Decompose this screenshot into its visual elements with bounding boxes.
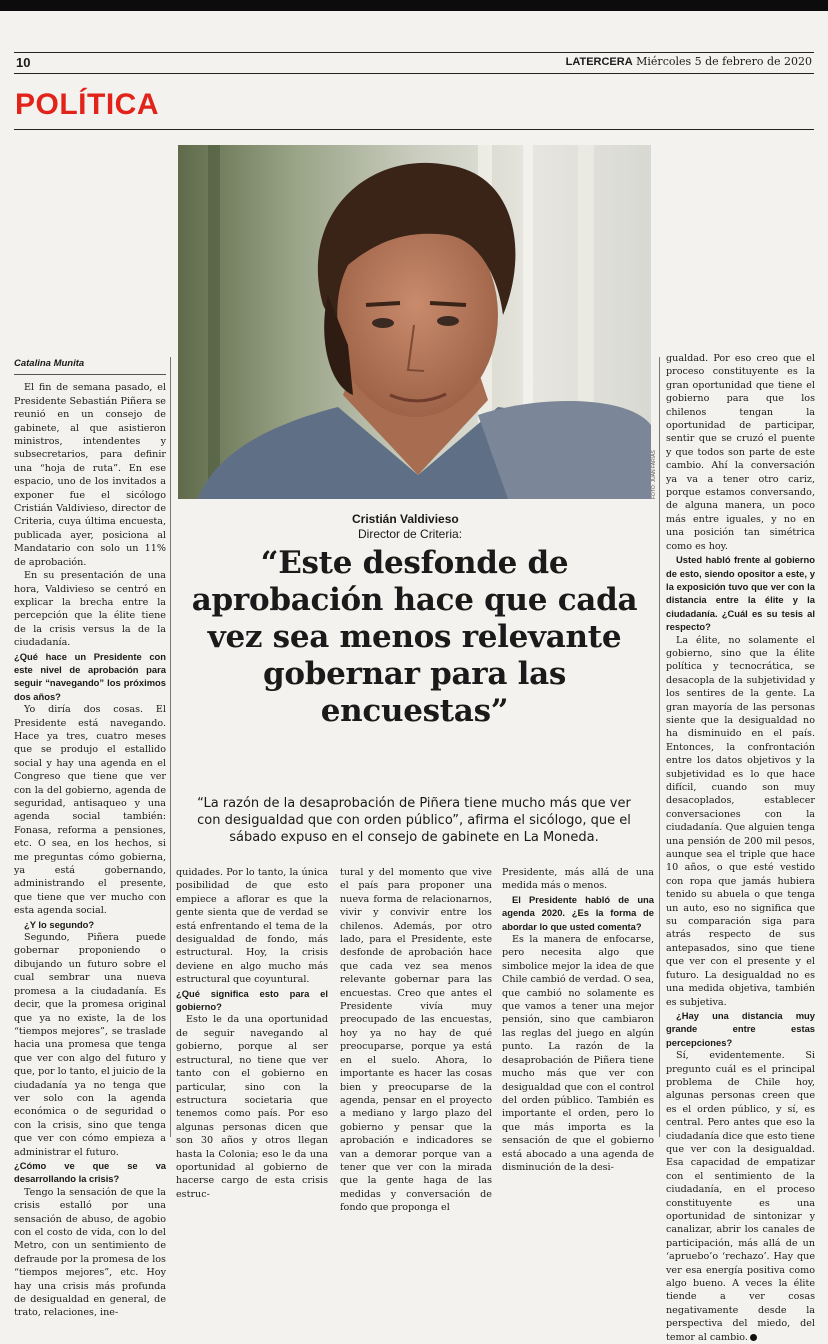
issue-date: Miércoles 5 de febrero de 2020 (636, 55, 812, 68)
running-header (14, 55, 814, 73)
paragraph: Yo diría dos cosas. El Presidente está navegando. Hace ya tres, cuatro meses que se produjo el estallido social y hay una agenda en el Congreso que tiene que ver con la del gobierno, agenda de seguridad, antisaqueo y una agenda social también: Fonasa, reforma a pensiones, etc. O sea, en los hechos, si me preguntas cómo gobierna, ya está gobernando, administrando el presente, que tiene que ver mucho con esta agenda social. (14, 704, 166, 917)
article-column-1 (14, 357, 166, 1320)
interview-question: Usted habló frente al gobierno de esto, siendo opositor a este, y la exposición tuvo que ver con la distancia entre la élite y la ciudadanía. ¿Cuál es su tesis al respecto? (666, 554, 815, 633)
header-top-rule (14, 52, 814, 53)
section-rule (14, 129, 814, 130)
article-column-4 (502, 866, 654, 1174)
paragraph: quidades. Por lo tanto, la única posibilidad de que esto empiece a aflorar es que la gente sienta que de verdad se está enfrentando el tema de la desigualdad de fondo, más estructural. Hoy, la crisis deviene en algo mucho más estructural que coyuntural. (176, 867, 328, 986)
paragraph: Presidente, más allá de una medida más o menos. (502, 867, 654, 892)
interview-question: ¿Qué significa esto para el gobierno? (176, 987, 328, 1013)
top-black-bar (0, 0, 828, 11)
paragraph: Es la manera de enfocarse, pero necesita algo que simbolice mejor la idea de que Chile cambió de verdad. O sea, que cambió no solamente es que vamos a tener una mejor pensión, sino que cambiaron las reglas del juego en algún punto. La razón de la desaprobación de Piñera tiene mucho más que ver con desigualdad que con el control del orden público. También es importante el orden, pero lo que más importa es la sensación de que el gobierno está abocado a una agenda de disminución de la desi- (502, 934, 654, 1173)
paragraph: gualdad. Por eso creo que el proceso constituyente es la gran oportunidad que tiene el gobierno para que los chilenos tengan la oportunidad de participar, sentir que se cruzó el puente y que todos son parte de este cambio. Ahí la conversación ya va a tener otro cariz, porque estamos conversando, de alguna manera, un poco más entre iguales, y no en una posición tan simétrica como es hoy. (666, 353, 815, 552)
interviewee-role: Director de Criteria: (358, 527, 463, 541)
end-of-article-mark (750, 1334, 757, 1341)
paragraph: tural y del momento que vive el país para proponer una nueva forma de relacionarnos, vivir y convivir entre los chilenos. Además, por otro lado, para el Presidente, este desfonde de aprobación hace que cada vez sea menos relevante gobernar para las encuestas. Creo que antes el Presidente vivía muy preocupado de las encuestas, hoy ya no hay de qué preocuparse, porque ya está en el suelo. Ahora, lo importante es hacer las cosas bien y preocuparse de la agenda, pensar en el proyecto a mediano y largo plazo del gobierno y pensar que la aprobación e indicadores se van a demorar porque van a tener que ver con la mirada que la gente haga de las medidas y conversación de fondo que proponga el (340, 867, 492, 1214)
paragraph: El fin de semana pasado, el Presidente Sebastián Piñera se reunió en un consejo de gabinete, al que asistieron ministros, intendentes y subsecretarios, para definir una “hoja de ruta”. En ese espacio, uno de los invitados a exponer fue el sicólogo Cristián Valdivieso, director de Criteria, cuya última encuesta, publicada ayer, posiciona al Mandatario con solo un 11% de aprobación. (14, 382, 166, 568)
headline-quote: “Este desfonde de aprobación hace que cada vez sea menos relevante gobernar para las encuestas” (191, 545, 638, 729)
paragraph: En su presentación de una hora, Valdivieso se centró en explicar la brecha entre la percepción que la élite tiene de la crisis versus la de la ciudadanía. (14, 570, 166, 649)
interview-question: ¿Hay una distancia muy grande entre estas percepciones? (666, 1009, 815, 1048)
brand-logo: LATERCERA (565, 56, 633, 68)
interview-question: El Presidente habló de una agenda 2020. ¿Es la forma de abordar lo que usted comenta? (502, 893, 654, 932)
article-column-2 (176, 866, 328, 1201)
photo-credit: FOTO: JUAN FARÍAS (651, 450, 657, 499)
paragraph: La élite, no solamente el gobierno, sino que la élite política y tecnocrática, se desacopla de la subjetividad y los sentires de la gente. La gran mayoría de las personas siente que la desigualdad no ha disminuido en el país. Entonces, la confrontación entre los datos objetivos y la subjetividad es lo que hace difícil, cuando son muy desacoplados, establecer conversaciones con la ciudadanía. Que alguien tenga una pensión de 200 mil pesos, aunque sea el triple que hace 10 años, o que esté vestido con ropa que jamás hubiera tenido su abuela o que tenga un auto, eso no significa que su comparación siga para atrás respecto de sus antepasados, sino que tiene que ver con el presente y el futuro. La desigualdad no es una medida objetiva, también es subjetiva. (666, 634, 815, 1008)
interview-question: ¿Y lo segundo? (24, 918, 95, 930)
article-column-5 (666, 352, 815, 1344)
section-title: POLÍTICA (15, 88, 159, 121)
paragraph-text: Sí, evidentemente. Si pregunto cuál es el principal problema de Chile hoy, algunas personas creen que es el orden público, y sí, es central. Pero antes que eso la ciudadanía dice que esto tiene que ver con la desigualdad. Esa capacidad de empatizar con el sentimiento de la ciudadanía, en el proceso constituyente es una oportunidad de sintonizar y canalizar, abrir los canales de participación, más allá de un ‘apruebo’o ‘rechazo’. Hay que ver esa energía positiva como algo bueno. A veces la élite tiende a ver cosas negativamente desde la perspectiva del miedo, del temor al cambio. (666, 1050, 815, 1343)
paragraph (666, 1049, 815, 1344)
byline: Catalina Munita (14, 358, 85, 369)
interview-question: ¿Qué hace un Presidente con este nivel de aprobación para seguir “navegando” los próximos dos años? (14, 650, 166, 702)
portrait-photo (178, 145, 651, 499)
deck-quote: “La razón de la desaprobación de Piñera tiene mucho más que ver con desigualdad que con orden público”, afirma el sicólogo, que el sábado expuso en el consejo de gabinete en La Moneda. (197, 796, 631, 845)
page-number: 10 (16, 55, 31, 70)
column-divider (659, 357, 660, 1137)
paragraph: Segundo, Piñera puede gobernar proponiendo o dibujando un futuro sobre el cual sembrar una nueva promesa a la ciudadanía. Es decir, que la promesa original que ya no existe, la de los “tiempos mejores”, se traslade hacia una promesa que tenga que ver con algo del futuro y que, por lo tanto, el juicio de la ciudadanía ya no tenga que ver solo con la agenda económica o de seguridad o con la crisis, sino que tenga que ver con cómo empieza a administrar el futuro. (14, 932, 166, 1158)
article-column-3 (340, 866, 492, 1215)
byline-rule (14, 374, 166, 375)
header-bottom-rule (14, 73, 814, 74)
interviewee-name: Cristián Valdivieso (352, 512, 459, 526)
paragraph: Tengo la sensación de que la crisis estalló por una sensación de abuso, de agobio con el costo de vida, con lo del Metro, con un sentimiento de defraude por la promesa de los “tiempos mejores”, etc. Hoy hay una crisis más profunda de desigualdad en general, de trato, relaciones, ine- (14, 1186, 166, 1319)
paragraph: Esto le da una oportunidad de seguir navegando al gobierno, porque al ser estructural, no tiene que ver tanto con el gobierno en particular, sino con la estructura societaria que tenemos como país. Por eso algunas personas dicen que son 30 años y otros llegan hasta la Colonia; eso le da una oportunidad al gobierno de hacerse cargo de esta crisis estruc- (176, 1014, 328, 1200)
column-divider (170, 357, 171, 1137)
interview-question: ¿Cómo ve que se va desarrollando la crisis? (14, 1159, 166, 1185)
masthead (566, 55, 812, 68)
